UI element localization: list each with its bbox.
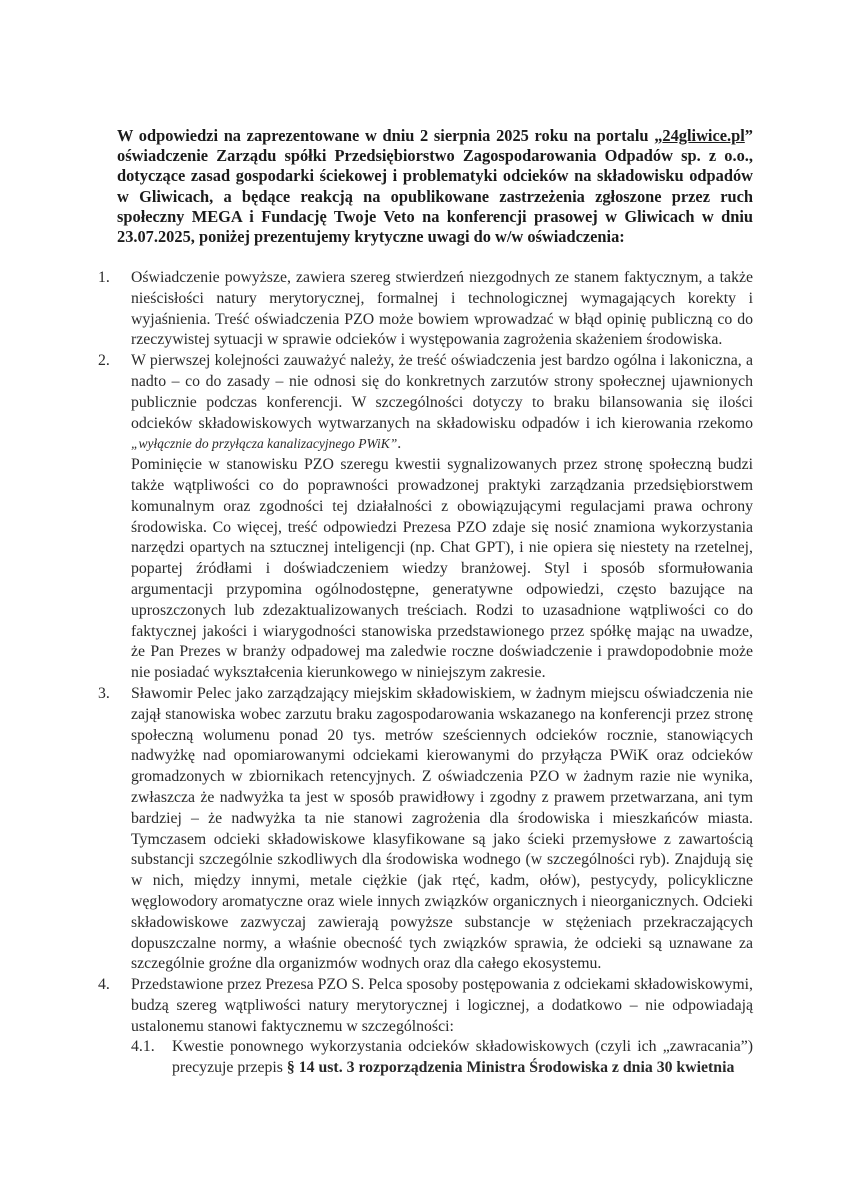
item-text-part: . — [397, 435, 402, 453]
item-number: 1. — [98, 269, 110, 286]
remarks-list — [90, 268, 753, 1079]
list-item — [90, 351, 753, 684]
portal-link[interactable]: 24gliwice.pl — [662, 126, 745, 145]
sub-list — [131, 1037, 753, 1079]
item-number: 4. — [98, 976, 110, 994]
list-item — [90, 268, 753, 351]
intro-text-start: W odpowiedzi na zaprezentowane w dniu 2 sierpnia 2025 roku na portalu „ — [117, 126, 663, 145]
sub-item-number: 4.1. — [131, 1038, 155, 1056]
item-text — [131, 351, 753, 455]
sub-list-item — [131, 1037, 753, 1079]
item-text-part: W pierwszej kolejności zauważyć należy, że treść oświadczenia jest bardzo ogólna i lakoniczna, a nadto – co do zasady – nie odnosi się do konkretnych zarzutów strony społecznej ujawnionych publicznie podczas konferencji. W szczególności dotyczy to braku bilansowania się ilości odcieków składowiskowych wytwarzanych na składowisku odpadów i ich kierowania rzekomo — [131, 352, 753, 432]
quoted-phrase: „wyłącznie do przyłącza kanalizacyjnego PWiK” — [131, 436, 398, 452]
intro-text-end: ” oświadczenie Zarządu spółki Przedsiębiorstwo Zagospodarowania Odpadów sp. z o.o., dotyczące zasad gospodarki ściekowej i problematyki odcieków na składowisku odpadów w Gliwicach, a będące reakcją na opublikowane zastrzeżenia zgłoszone przez ruch społeczny MEGA i Fundację Twoje Veto na konferencji prasowej w Gliwicach w dniu 23.07.2025, poniżej prezentujemy krytyczne uwagi do w/w oświadczenia: — [117, 126, 753, 247]
list-item — [90, 684, 753, 975]
intro-paragraph — [117, 126, 753, 247]
item-number: 3. — [98, 684, 110, 702]
item-number: 2. — [98, 352, 110, 370]
item-text: Sławomir Pelec jako zarządzający miejskim składowiskiem, w żadnym miejscu oświadczenia nie zajął stanowiska wobec zarzutu braku zagospodarowania wskazanego na konferencji przez stronę społeczną wolumenu ponad 20 tys. metrów sześciennych odcieków rocznie, stanowiących nadwyżkę nad opomiarowanymi odciekami kierowanymi do przyłącza PWiK oraz odcieków gromadzonych w zbiornikach retencyjnych. Z oświadczenia PZO w żadnym razie nie wynika, zwłaszcza że nadwyżka ta jest w sposób prawidłowy i zgodny z prawem przetwarzana, ani tym bardziej – że nadwyżka ta nie stanowi zagrożenia dla środowiska i mieszkańców miasta. Tymczasem odcieki składowiskowe klasyfikowane są jako ścieki przemysłowe z zawartością substancji szczególnie szkodliwych dla środowiska wodnego (w szczególności ryb). Znajdują się w nich, między innymi, metale ciężkie (jak rtęć, kadm, ołów), pestycydy, policykliczne węglowodory aromatyczne oraz wiele innych związków organicznych i nieorganicznych. Odcieki składowiskowe zazwyczaj zawierają powyższe substancje w stężeniach przekraczających dopuszczalne normy, a właśnie obecność tych związków sprawia, że odcieki są uznawane za szczególnie groźne dla organizmów wodnych oraz dla całego ekosystemu. — [131, 684, 753, 973]
sub-item-text-part: Kwestie ponownego wykorzystania odcieków składowiskowych (czyli ich „zawracania”) precyzuje przepis — [172, 1038, 753, 1077]
item-text: Oświadczenie powyższe, zawiera szereg stwierdzeń niezgodnych ze stanem faktycznym, a także nieścisłości natury merytorycznej, formalnej i technologicznej wymagających korekty i wyjaśnienia. Treść oświadczenia PZO może bowiem wprowadzać w błąd opinię publiczną co do rzeczywistej sytuacji w sprawie odcieków i występowania zagrożenia skażeniem środowiska. — [131, 269, 753, 349]
list-item — [90, 975, 753, 1079]
regulation-reference: § 14 ust. 3 rozporządzenia Ministra Środowiska z dnia 30 kwietnia — [286, 1059, 735, 1077]
item-text: Przedstawione przez Prezesa PZO S. Pelca sposoby postępowania z odciekami składowiskowymi, budzą szereg wątpliwości natury merytorycznej i logicznej, a dodatkowo – nie odpowiadają ustalonemu stanowi faktycznemu w szczególności: — [131, 976, 753, 1035]
sub-item-text — [172, 1037, 753, 1079]
item-text-continued: Pominięcie w stanowisku PZO szeregu kwestii sygnalizowanych przez stronę społeczną budzi także wątpliwości co do poprawności prowadzonej praktyki zarządzania przedsiębiorstwem komunalnym oraz zgodności tej działalności z obowiązującymi regulacjami prawa ochrony środowiska. Co więcej, treść odpowiedzi Prezesa PZO zdaje się nosić znamiona wykorzystania narzędzi opartych na sztucznej inteligencji (np. Chat GPT), i nie opiera się niestety na rzetelnej, popartej źródłami i doświadczeniem wiedzy branżowej. Styl i sposób sformułowania argumentacji przypomina ogólnodostępne, generatywne odpowiedzi, często bazujące na uproszczonych lub zdezaktualizowanych treściach. Rodzi to uzasadnione wątpliwości co do faktycznej jakości i wiarygodności stanowiska przedstawionego przez spółkę mając na uwadze, że Pan Prezes w branży odpadowej ma zaledwie roczne doświadczenie i prawdopodobnie może nie posiadać wykształcenia kierunkowego w niniejszym zakresie. — [131, 456, 753, 682]
